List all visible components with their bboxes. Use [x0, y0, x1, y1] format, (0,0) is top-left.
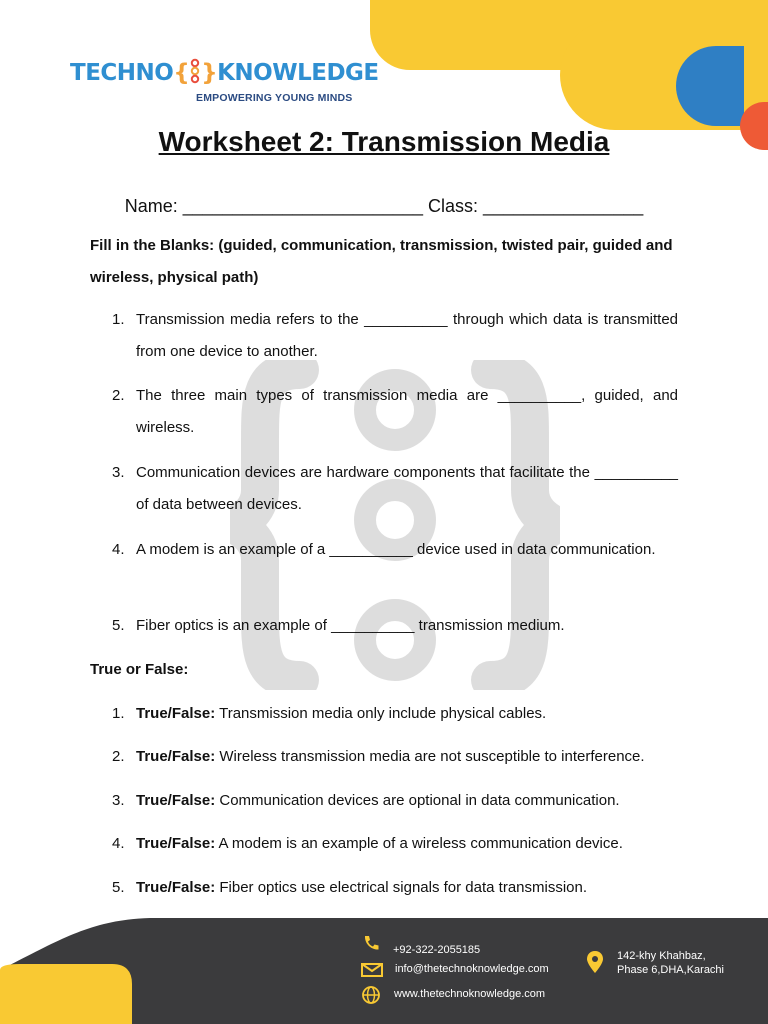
footer-website: www.thetechnoknowledge.com — [394, 988, 546, 1000]
phone-icon — [362, 934, 380, 952]
page-title: Worksheet 2: Transmission Media — [158, 126, 610, 157]
footer-phone: +92-322-2055185 — [393, 944, 481, 956]
location-pin-icon — [586, 950, 604, 974]
logo-brand-right: KNOWLEDGE — [217, 60, 379, 86]
true-false-prefix: True/False: — [136, 748, 216, 765]
globe-icon — [361, 985, 381, 1005]
name-class-line: Name: ________________________ Class: ________________ — [124, 196, 644, 216]
logo-brand-left: TECHNO — [70, 60, 174, 86]
true-false-prefix: True/False: — [136, 835, 216, 852]
footer-email: info@thetechnoknowledge.com — [395, 963, 549, 975]
logo-tagline: EMPOWERING YOUNG MINDS — [196, 92, 353, 104]
techno-knowledge-logo — [70, 56, 379, 104]
logo-wordmark — [70, 58, 379, 86]
email-icon — [361, 963, 383, 977]
true-false-heading: True or False: — [90, 661, 189, 678]
logo-brace-close-icon: } — [201, 60, 218, 86]
footer-banner — [0, 900, 768, 1024]
footer-address-line1: 142-khy Khahbaz, — [617, 950, 706, 962]
logo-brace-icon: { — [173, 60, 190, 86]
logo-circles-icon — [189, 58, 201, 84]
true-false-prefix: True/False: — [136, 792, 216, 809]
true-false-prefix: True/False: — [136, 879, 216, 896]
fill-blanks-heading: Fill in the Blanks: (guided, communication, transmission, twisted pair, guided and wireless, physical path) — [90, 237, 673, 286]
footer-address-line2: Phase 6,DHA,Karachi — [617, 964, 724, 976]
true-false-prefix: True/False: — [136, 705, 216, 722]
